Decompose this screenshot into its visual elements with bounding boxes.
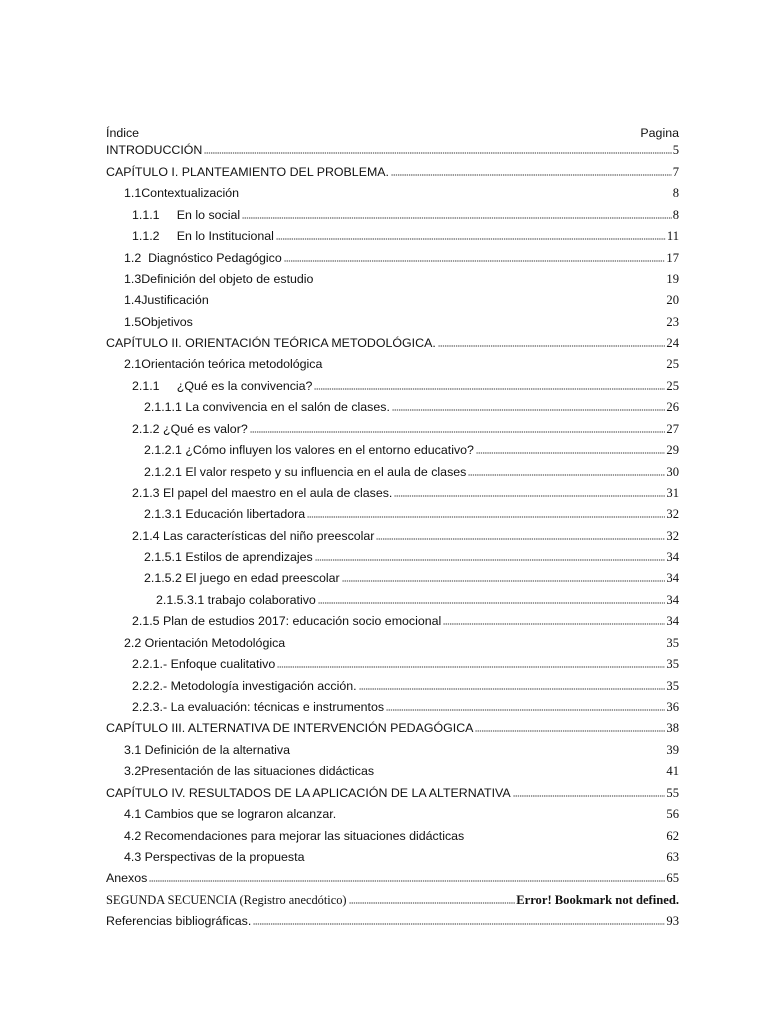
toc-entry-page-number: 34 [666,593,679,607]
toc-entry-page-number: 63 [666,850,679,864]
toc-entry-label: 1.3Definición del objeto de estudio [124,272,314,286]
toc-entry-label: CAPÍTULO II. ORIENTACIÓN TEÓRICA METODOLÓGICA. [106,336,436,350]
toc-entry-page-number: 39 [666,743,679,757]
toc-entry-label: Referencias bibliográficas. [106,914,252,928]
toc-entry-label: 2.1Orientación teórica metodológica [124,357,323,371]
toc-entry[interactable] [0,760,768,778]
toc-entry-label: CAPÍTULO III. ALTERNATIVA DE INTERVENCIÓN PEDAGÓGICA [106,721,474,735]
toc-entry-label: 2.1.5.3.1 trabajo colaborativo [156,593,316,607]
toc-entry[interactable] [0,567,768,585]
toc-entry-page-number: 36 [666,700,679,714]
toc-entry-page-number: 35 [666,679,679,693]
dot-leader [476,446,665,454]
toc-entry-page-number: 7 [672,165,679,179]
toc-entry[interactable] [0,418,768,436]
toc-entry-label: 1.5Objetivos [124,315,193,329]
toc-entry-page-number: 31 [666,486,679,500]
toc-entry-page-number: 35 [666,657,679,671]
toc-entry-label: 2.1.2.1 El valor respeto y su influencia en el aula de clases [144,465,467,479]
toc-entry-label: 2.2 Orientación Metodológica [124,636,286,650]
toc-entry-page-number: 24 [666,336,679,350]
toc-entry[interactable] [0,439,768,457]
dot-leader [315,553,666,561]
toc-entry-label: 2.1.3 El papel del maestro en el aula de clases. [132,486,393,500]
toc-entry[interactable] [0,353,768,371]
dot-leader [242,211,672,219]
toc-entry-label: 1.1.2 En lo Institucional [132,229,274,243]
toc-entry-page-number: 32 [666,507,679,521]
toc-entry-label: 1.4Justificación [124,293,209,307]
toc-entry-label: INTRODUCCIÓN [106,143,203,157]
toc-entry[interactable] [0,803,768,821]
dot-leader [204,146,671,154]
dot-leader [349,896,516,904]
toc-entry-label: 2.1.4 Las características del niño preescolar [132,529,375,543]
dot-leader [314,382,665,390]
toc-entry-page-number: 8 [672,208,679,222]
toc-entry[interactable] [0,782,768,800]
toc-entry[interactable] [0,503,768,521]
toc-entry-label: 2.1.3.1 Educación libertadora [144,507,306,521]
dot-leader [284,254,666,262]
dot-leader [513,789,666,797]
toc-entry-page-number: 8 [672,186,679,200]
toc-entry-page-number: 26 [666,400,679,414]
toc-page-column-label: Pagina [640,126,679,140]
toc-entry[interactable] [0,461,768,479]
toc-entry-page-number: 19 [666,272,679,286]
toc-entry-label: 4.2 Recomendaciones para mejorar las situaciones didácticas [124,829,465,843]
toc-entry-page-number: 27 [666,422,679,436]
toc-entry[interactable] [0,825,768,843]
toc-entry[interactable] [0,610,768,628]
toc-entry-label: 2.1.1 ¿Qué es la convivencia? [132,379,313,393]
toc-entry[interactable] [0,546,768,564]
toc-entry-page-number: 32 [666,529,679,543]
toc-entry-page-number: 65 [666,871,679,885]
toc-entry-page-number: 55 [666,786,679,800]
toc-entry[interactable] [0,739,768,757]
dot-leader [359,682,666,690]
dot-leader [253,917,665,925]
toc-entry-label: 1.1.1 En lo social [132,208,241,222]
toc-entry-page-number: 17 [666,251,679,265]
toc-entry-page-number: 25 [666,379,679,393]
toc-entry-page-number: 29 [666,443,679,457]
toc-entry[interactable] [0,910,768,928]
toc-entry[interactable] [0,889,768,907]
toc-entry-page-number: 93 [666,914,679,928]
toc-entry[interactable] [0,632,768,650]
toc-entry-label: 4.3 Perspectivas de la propuesta [124,850,305,864]
toc-entry[interactable] [0,375,768,393]
toc-entry[interactable] [0,717,768,735]
dot-leader [386,703,665,711]
toc-entry[interactable] [0,139,768,157]
toc-entry-label: 2.1.2 ¿Qué es valor? [132,422,248,436]
toc-header [0,122,768,140]
toc-entry-page-number: 20 [666,293,679,307]
toc-entry-label: 2.1.5 Plan de estudios 2017: educación socio emocional [132,614,442,628]
toc-entry[interactable] [0,589,768,607]
toc-entry-page-number: 11 [666,229,679,243]
toc-entry-label: CAPÍTULO I. PLANTEAMIENTO DEL PROBLEMA. [106,165,389,179]
toc-title: Índice [106,126,140,140]
dot-leader [277,660,665,668]
toc-entry-page-number: 34 [666,614,679,628]
dot-leader [468,468,665,476]
dot-leader [307,510,665,518]
toc-entry[interactable] [0,225,768,243]
toc-entry[interactable] [0,289,768,307]
toc-entry-page-number: 25 [666,357,679,371]
toc-entry[interactable] [0,396,768,414]
toc-entry[interactable] [0,867,768,885]
toc-entry[interactable] [0,675,768,693]
toc-entry-label: SEGUNDA SECUENCIA (Registro anecdótico) [106,893,347,907]
toc-entry[interactable] [0,846,768,864]
toc-entry-page-number: 62 [666,829,679,843]
toc-entry-page-number: 35 [666,636,679,650]
dot-leader [250,425,666,433]
toc-entry-page-number: 5 [672,143,679,157]
toc-entry-label: 2.1.1.1 La convivencia en el salón de clases. [144,400,390,414]
dot-leader [391,168,672,176]
toc-entry-label: CAPÍTULO IV. RESULTADOS DE LA APLICACIÓN DE LA ALTERNATIVA [106,786,511,800]
toc-entry[interactable] [0,204,768,222]
toc-entry-page-number: 30 [666,465,679,479]
toc-entry-page-number: Error! Bookmark not defined. [516,893,679,907]
toc-entry[interactable] [0,247,768,265]
toc-entry-page-number: 41 [666,764,679,778]
toc-entry[interactable] [0,525,768,543]
toc-entry-label: 3.1 Definición de la alternativa [124,743,290,757]
toc-entry[interactable] [0,268,768,286]
toc-entry-label: 2.2.1.- Enfoque cualitativo [132,657,276,671]
toc-entry[interactable] [0,696,768,714]
toc-entry-label: 2.1.5.1 Estilos de aprendizajes [144,550,313,564]
dot-leader [276,232,666,240]
toc-entry-label: 2.2.2.- Metodología investigación acción. [132,679,357,693]
toc-entry[interactable] [0,653,768,671]
toc-entry-label: 3.2Presentación de las situaciones didácticas [124,764,375,778]
dot-leader [394,489,665,497]
dot-leader [438,339,666,347]
toc-entry[interactable] [0,161,768,179]
toc-entry-page-number: 34 [666,550,679,564]
toc-entry[interactable] [0,311,768,329]
toc-entry[interactable] [0,482,768,500]
toc-entry-label: 1.1Contextualización [124,186,240,200]
dot-leader [342,574,666,582]
toc-entry-page-number: 56 [666,807,679,821]
toc-entry[interactable] [0,332,768,350]
dot-leader [443,617,665,625]
dot-leader [475,724,665,732]
toc-entry-page-number: 34 [666,571,679,585]
toc-entry-page-number: 23 [666,315,679,329]
toc-entry-label: 4.1 Cambios que se lograron alcanzar. [124,807,337,821]
toc-entry-label: 2.1.2.1 ¿Cómo influyen los valores en el entorno educativo? [144,443,474,457]
toc-entry-label: 2.1.5.2 El juego en edad preescolar [144,571,340,585]
dot-leader [318,596,666,604]
toc-entry-page-number: 38 [666,721,679,735]
toc-entry[interactable] [0,182,768,200]
toc-entry-label: Anexos [106,871,148,885]
toc-entry-label: 1.2 Diagnóstico Pedagógico [124,251,282,265]
dot-leader [149,874,665,882]
toc-entry-label: 2.2.3.- La evaluación: técnicas e instrumentos [132,700,385,714]
dot-leader [392,403,665,411]
dot-leader [376,532,665,540]
